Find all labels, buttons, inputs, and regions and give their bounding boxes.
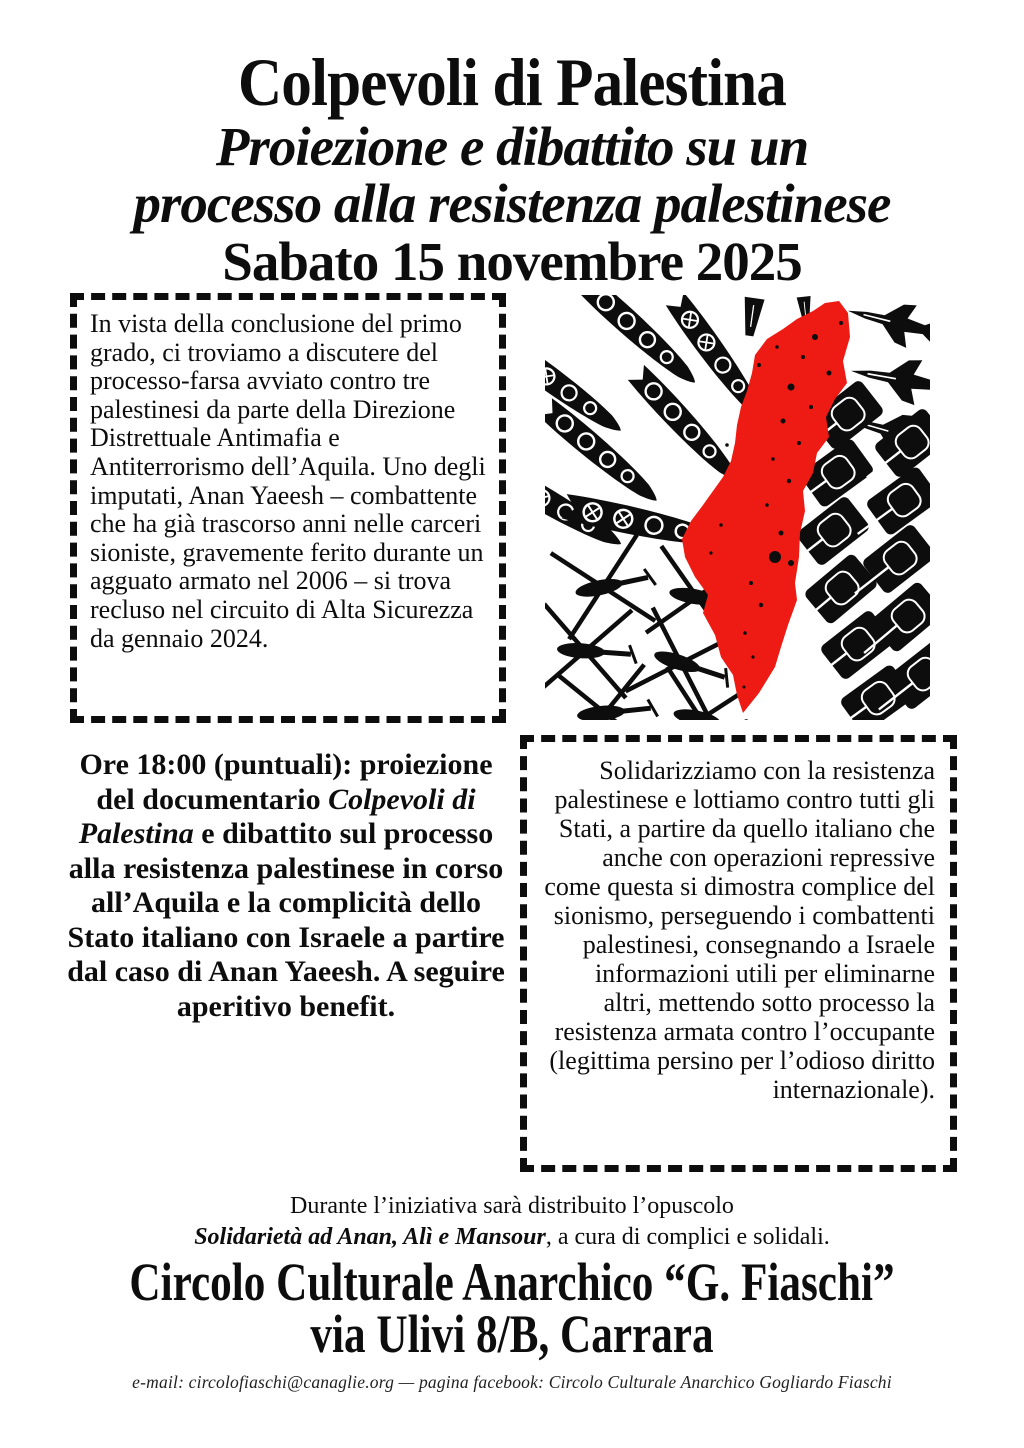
event-date: Sabato 15 novembre 2025: [222, 231, 802, 292]
contact-line: e-mail: circolofiaschi@canaglie.org — pagina facebook: Circolo Culturale Anarchico Gogliardo Fiaschi: [132, 1372, 892, 1392]
venue-address: via Ulivi 8/B, Carrara: [310, 1304, 714, 1364]
booklet-title: Solidarietà ad Anan, Alì e Mansour: [194, 1224, 546, 1250]
booklet-line-1: Durante l’iniziativa sarà distribuito l’opuscolo: [290, 1193, 734, 1219]
bomb-icon: [739, 297, 764, 337]
solidarity-text: Solidarizziamo con la resistenza palestinese e lottiamo contro tutti gli Stati, a partire da quello italiano che anche con operazioni repressive come questa si dimostra complice del sionismo, perseguendo i combattenti palestinesi, consegnando a Israele informazioni utili per eliminarne altri, mettendo sotto processo la resistenza armata contro l’occupante (legittima persino per l’odioso diritto internazionale).: [544, 756, 935, 1104]
artwork-svg: [545, 295, 930, 720]
venue-name: Circolo Culturale Anarchico “G. Fiaschi”: [129, 1252, 895, 1312]
palestine-map-artwork: [545, 295, 930, 720]
booklet-note: [0, 1191, 1024, 1253]
booklet-rest: , a cura di complici e solidali.: [545, 1224, 830, 1250]
helicopter-icon: [557, 664, 662, 720]
venue-block: [0, 1252, 1024, 1364]
program-part1: Ore 18:00 (puntuali): proiezione del documentario: [79, 748, 493, 816]
page-title: Colpevoli di Palestina: [237, 44, 787, 120]
helicopter-icon: [551, 533, 663, 639]
subtitle-line-2: processo alla resistenza palestinese: [133, 173, 891, 234]
intro-text-box: [70, 293, 506, 723]
booklet-line-2: [0, 1222, 1024, 1253]
flyer-header: [0, 46, 1024, 292]
fighter-jet-icon: [843, 295, 930, 355]
program-text: [60, 748, 512, 1024]
solidarity-text-box: [520, 735, 957, 1172]
program-part2: e dibattito sul processo alla resistenza palestinese in corso all’Aquila e la complicità dello Stato italiano con Israele a partire dal caso di Anan Yaeesh. A seguire aperitivo benefit.: [67, 817, 505, 1023]
subtitle-line-1: Proiezione e dibattito su un: [215, 116, 809, 177]
film-title: Colpevoli di Palestina: [78, 782, 476, 850]
intro-text: In vista della conclusione del primo grado, ci troviamo a discutere del processo-farsa avviato contro tre palestinesi da parte della Direzione Distrettuale Antimafia e Antiterrorismo dell’Aquila. Uno degli imputati, Anan Yaeesh – combattente che ha già trascorso anni nelle carceri sioniste, gravemente ferito durante un agguato armato nel 2006 – si trova recluso nel circuito di Alta Sicurezza da gennaio 2024.: [90, 309, 486, 653]
